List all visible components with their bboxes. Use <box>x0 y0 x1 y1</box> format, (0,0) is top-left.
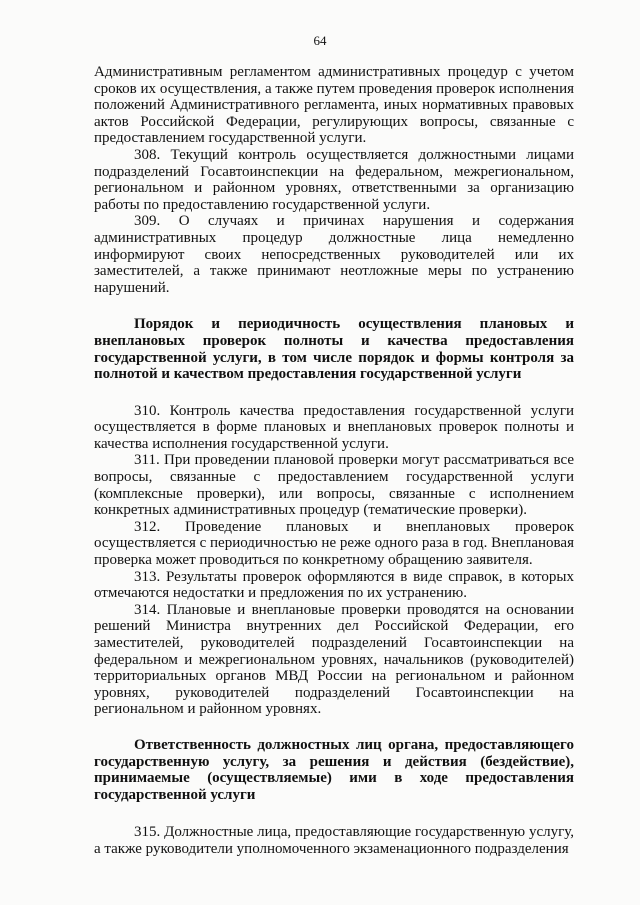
paragraph-313: 313. Результаты проверок оформляются в виде справок, в которых отмечаются недостатки и предложения по их устранению. <box>94 568 574 602</box>
paragraph-310: 310. Контроль качества предоставления государственной услуги осуществляется в форме плановых и внеплановых проверок полноты и качества исполнения государственной услуги. <box>94 402 574 452</box>
section-heading-inspections: Порядок и периодичность осуществления плановых и внеплановых проверок полноты и качества предоставления государственной услуги, в том числе порядок и формы контроля за полнотой и качеством предоставления государственной услуги <box>94 316 574 383</box>
paragraph-315: 315. Должностные лица, предоставляющие государственную услугу, а также руководители уполномоченного экзаменационного подразделения <box>94 824 574 857</box>
page-number: 64 <box>313 33 327 48</box>
paragraph-314: 314. Плановые и внеплановые проверки проводятся на основании решений Министра внутренних дел Российской Федерации, его заместителей, руководителей подразделений Госавтоинспекции на федеральном и межрегиональном уровнях, начальников (руководителей) территориальных органов МВД России на региональном и районном уровнях, руководителей подразделений Госавтоинспекции на региональном и районном уровнях. <box>94 601 574 718</box>
paragraph-continuation: Административным регламентом административных процедур с учетом сроков их осуществления, а также путем проведения проверок исполнения положений Административного регламента, иных нормативных правовых актов Российской Федерации, регулирующих вопросы, связанные с предоставлением государственной услуги. <box>94 64 574 147</box>
paragraph-312: 312. Проведение плановых и внеплановых проверок осуществляется с периодичностью не реже одного раза в год. Внеплановая проверка может проводиться по конкретному обращению заявителя. <box>94 518 574 569</box>
section-heading-responsibility: Ответственность должностных лиц органа, предоставляющего государственную услугу, за решения и действия (бездействие), принимаемые (осуществляемые) ими в ходе предоставления государственной услуги <box>94 736 574 803</box>
paragraph-308: 308. Текущий контроль осуществляется должностными лицами подразделений Госавтоинспекции на федеральном, межрегиональном, региональном и районном уровнях, ответственными за организацию работы по предоставлению государственной услуги. <box>94 146 574 213</box>
document-body <box>94 64 574 858</box>
paragraph-309: 309. О случаях и причинах нарушения и содержания административных процедур должностные лица немедленно информируют своих непосредственных руководителей или их заместителей, а также принимают неотложные меры по устранению нарушений. <box>94 213 574 296</box>
paragraph-311: 311. При проведении плановой проверки могут рассматриваться все вопросы, связанные с предоставлением государственной услуги (комплексные проверки), или вопросы, связанные с исполнением конкретных административных процедур (тематические проверки). <box>94 452 574 519</box>
